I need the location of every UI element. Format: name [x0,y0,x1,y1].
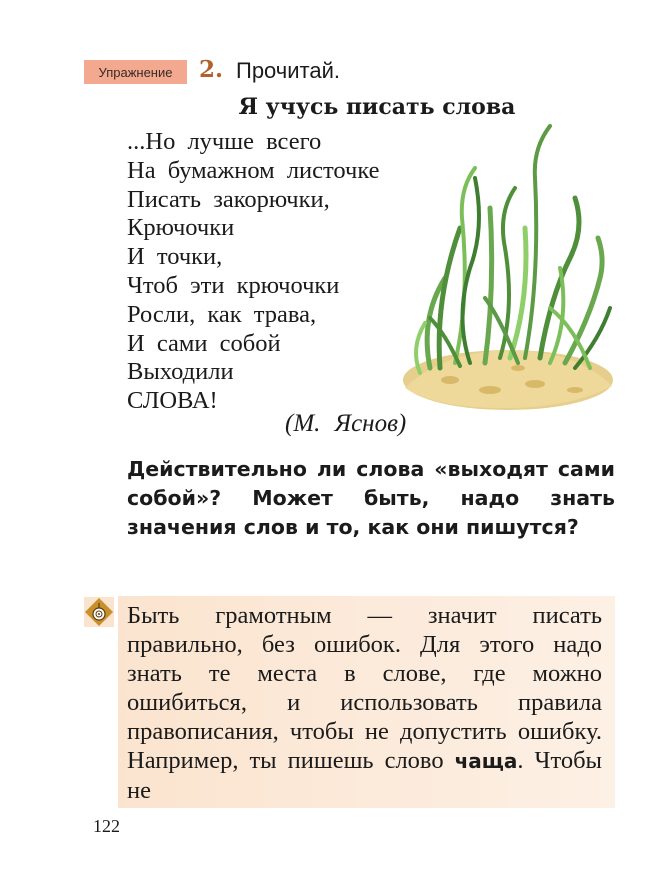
poem-line: ...Но лучше всего [127,128,322,155]
question-text: Действительно ли слова «выходят сами собой»? Может быть, надо знать значения слов и то, как они пишутся? [127,457,615,539]
poem-line: Писать закорючки, [127,185,330,213]
exercise-label: Упражнение [84,60,187,84]
poem-line: И точки, [127,243,223,271]
rule-text-end: . Чтобы не [127,747,603,804]
exercise-number: 2. [199,56,224,83]
diamond-spiral-icon [84,597,114,627]
rule-text [127,601,602,805]
poem-line: Чтоб эти крючочки [127,271,340,299]
poem-line: СЛОВА! [127,387,218,415]
exercise-task: Прочитай. [236,58,341,83]
poem-author: (М. Яснов) [285,410,407,437]
rule-text-start: Быть грамотным — значит писать правильно, без ошибок. Для этого надо знать те места в слове, где можно ошибиться, и использовать правила правописания, чтобы не допустить ошибку. Например, ты пишешь слово [127,602,602,774]
poem-title: Я учусь писать слова [238,94,516,120]
poem-line: Выходили [127,358,234,386]
poem-line: Крючочки [127,214,235,242]
grass-illustration [400,118,615,413]
poem-line: Росли, как трава, [127,300,317,328]
rule-bold-word: чаща [454,749,518,773]
page-number: 122 [93,816,120,836]
poem-body [127,128,380,416]
poem-line: На бумажном листочке [127,156,380,184]
poem-line: И сами собой [127,329,281,357]
